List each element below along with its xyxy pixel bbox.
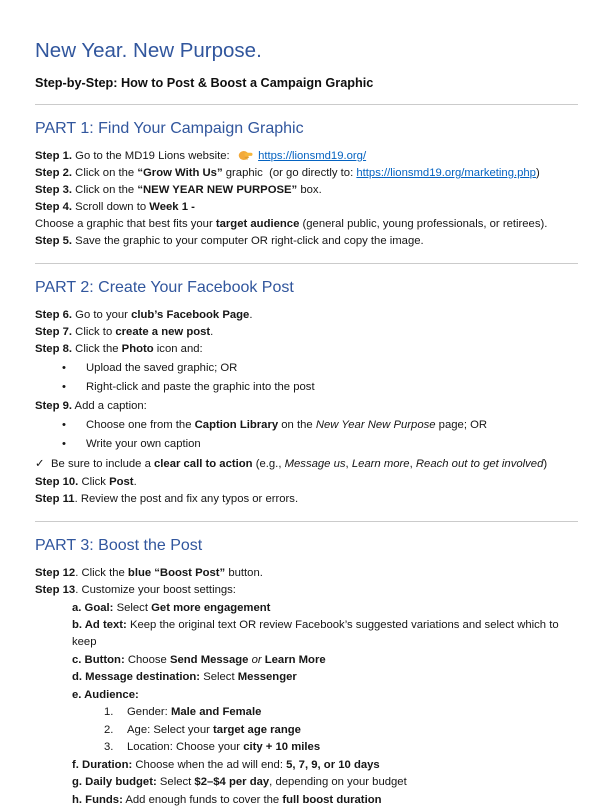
text-run: b. Ad text: [72, 619, 127, 631]
step-line [35, 774, 578, 791]
text-run: Write your own caption [86, 438, 201, 450]
part3-heading: PART 3: Boost the Post [35, 537, 203, 554]
step-line [35, 652, 578, 669]
text-run: page; OR [435, 419, 488, 431]
text-run: . Review the post and fix any typos or errors. [74, 493, 299, 505]
text-run: Save the graphic to your computer OR right-click and copy the image. [72, 235, 424, 247]
step-line [35, 565, 578, 582]
text-run: blue “Boost Post” [127, 567, 226, 579]
text-run: Messenger [237, 671, 297, 683]
section-part2 [35, 263, 578, 508]
text-run: Step 6. [35, 309, 73, 321]
text-run: c. Button: [72, 653, 125, 666]
text-run: . [210, 326, 214, 338]
text-run: Location: Choose your [127, 741, 244, 753]
text-run: Post [109, 476, 134, 488]
text-run: Message us [284, 458, 346, 470]
text-run: clear call to action [154, 458, 253, 470]
text-run: Click the [72, 343, 122, 355]
text-run: Upload the saved graphic; OR [86, 362, 238, 374]
text-run: Learn More [264, 653, 326, 666]
text-run: , [409, 458, 416, 470]
text-run: d. Message destination: [72, 671, 201, 683]
text-run: Step 10. [35, 476, 79, 488]
check-icon: ✓ [35, 458, 45, 470]
text-run: e. Audience: [72, 688, 139, 701]
bullet-item [35, 436, 578, 453]
bullet-icon: • [62, 419, 66, 431]
step-line [35, 233, 578, 250]
part2-content [35, 307, 578, 508]
text-run: 5, 7, 9, or 10 days [286, 758, 380, 771]
text-run: target audience [215, 218, 300, 230]
bullet-item [35, 379, 578, 396]
bullet-icon: • [62, 381, 66, 393]
text-run: Step 3. [35, 184, 73, 196]
step-line [35, 148, 578, 165]
number-marker: 1. [104, 706, 114, 718]
step-line [35, 398, 578, 415]
text-run: (e.g., [252, 458, 285, 470]
text-run: Click [78, 476, 110, 488]
bullet-icon: • [62, 362, 66, 374]
text-run: graphic (or go directly to: [222, 167, 357, 179]
step-line [35, 600, 578, 617]
text-run: Step 8. [35, 343, 73, 355]
text-run: Add a caption: [72, 400, 147, 412]
text-run: or [251, 653, 262, 666]
text-run: . Customize your boost settings: [75, 584, 236, 596]
part3-content [35, 565, 578, 809]
text-run: target age range [213, 723, 301, 736]
part1-content [35, 148, 578, 250]
text-run: Select [156, 776, 195, 788]
step-line [35, 182, 578, 199]
bullet-item [35, 360, 578, 377]
text-run: Click on the [72, 184, 138, 196]
page-subtitle: Step-by-Step: How to Post & Boost a Campaign Graphic [35, 76, 374, 90]
part2-heading: PART 2: Create Your Facebook Post [35, 279, 294, 296]
text-run: Step 9. [35, 400, 73, 412]
number-marker: 3. [104, 741, 114, 753]
section-divider [35, 521, 578, 522]
text-run: New Year New Purpose [315, 419, 436, 431]
step-line [35, 669, 578, 686]
text-run: on the [278, 419, 316, 431]
text-run: Learn more [351, 458, 410, 470]
text-run: club’s Facebook Page [131, 309, 250, 321]
hyperlink[interactable]: https://lionsmd19.org/ [258, 150, 367, 162]
text-run: Step 4. [35, 201, 73, 213]
text-run: Step 7. [35, 326, 73, 338]
text-run: “NEW YEAR NEW PURPOSE” [137, 184, 298, 196]
section-divider [35, 104, 578, 105]
text-run: Select [200, 671, 238, 683]
text-run: ) [543, 458, 548, 470]
step-line [35, 687, 578, 704]
text-run: Add enough funds to cover the [122, 793, 283, 806]
step-line [35, 757, 578, 774]
text-run: Right-click and paste the graphic into the post [86, 381, 315, 393]
numbered-item [35, 704, 578, 721]
text-run: Get more engagement [151, 601, 271, 614]
text-run: “Grow With Us” [137, 167, 223, 179]
text-run: Step 2. [35, 167, 73, 179]
step-line [35, 324, 578, 341]
text-run: full boost duration [282, 793, 382, 806]
text-run: , depending on your budget [269, 776, 407, 788]
text-run: g. Daily budget: [72, 776, 157, 788]
finger-pointing-right-icon [236, 148, 255, 165]
text-run: Step 13 [35, 584, 76, 596]
text-run: , [345, 458, 352, 470]
text-run: create a new post [115, 326, 211, 338]
text-run: Keep the original text OR review Facebook’s suggested variations and select which to keep [72, 619, 559, 648]
step-line [35, 341, 578, 358]
text-run: Step 5. [35, 235, 73, 247]
text-run: Step 1. [35, 150, 73, 162]
section-divider [35, 263, 578, 264]
text-run: icon and: [153, 343, 203, 355]
text-run: Scroll down to [72, 201, 150, 213]
text-run: Go to your [72, 309, 132, 321]
text-run: Choose when the ad will end: [132, 758, 287, 771]
text-run: . Click the [75, 567, 128, 579]
text-run: Reach out to get involved [415, 458, 544, 470]
text-run: box. [297, 184, 322, 196]
text-run: . [133, 476, 137, 488]
step-line [35, 617, 578, 651]
text-run: (general public, young professionals, or retirees). [299, 218, 548, 230]
step-line [35, 792, 578, 809]
step-line [35, 165, 578, 182]
part1-heading: PART 1: Find Your Campaign Graphic [35, 120, 304, 137]
callout-line [35, 456, 578, 473]
number-marker: 2. [104, 723, 114, 736]
text-run: Click on the [72, 167, 138, 179]
text-run: Select [113, 601, 152, 614]
text-run: Step 12 [35, 567, 76, 579]
text-run: Be sure to include a [51, 458, 154, 470]
text-run: Caption Library [194, 419, 279, 431]
text-run: $2–$4 per day [194, 776, 270, 788]
step-line [35, 474, 578, 491]
text-run: Choose [124, 653, 170, 666]
text-run: Click to [72, 326, 116, 338]
step-line [35, 307, 578, 324]
numbered-item [35, 722, 578, 739]
step-line [35, 199, 578, 216]
text-run: button. [225, 567, 263, 579]
step-line [35, 491, 578, 508]
bullet-icon: • [62, 438, 66, 450]
step-line [35, 582, 578, 599]
text-run: . [249, 309, 253, 321]
hyperlink[interactable]: https://lionsmd19.org/marketing.php [356, 167, 536, 179]
text-run: Week 1 - [149, 201, 195, 213]
text-run: h. Funds: [72, 793, 123, 806]
text-run: Gender: [127, 706, 171, 718]
text-run: Photo [121, 343, 154, 355]
continuation-line [35, 216, 578, 233]
text-run: Send Message [169, 653, 249, 666]
text-run: Choose a graphic that best fits your [35, 218, 216, 230]
text-run: a. Goal: [72, 601, 114, 614]
text-run: Male and Female [170, 706, 262, 718]
text-run: Step 11 [35, 493, 75, 505]
bullet-item [35, 417, 578, 434]
text-run: city + 10 miles [243, 741, 321, 753]
numbered-item [35, 739, 578, 756]
section-part1 [35, 104, 578, 250]
text-run: Choose one from the [86, 419, 195, 431]
text-run: f. Duration: [72, 758, 133, 771]
page-title: New Year. New Purpose. [35, 39, 262, 62]
text-run: Age: Select your [127, 723, 214, 736]
section-part3 [35, 521, 578, 809]
text-run: Go to the MD19 Lions website: [72, 150, 236, 162]
text-run: ) [535, 167, 540, 179]
